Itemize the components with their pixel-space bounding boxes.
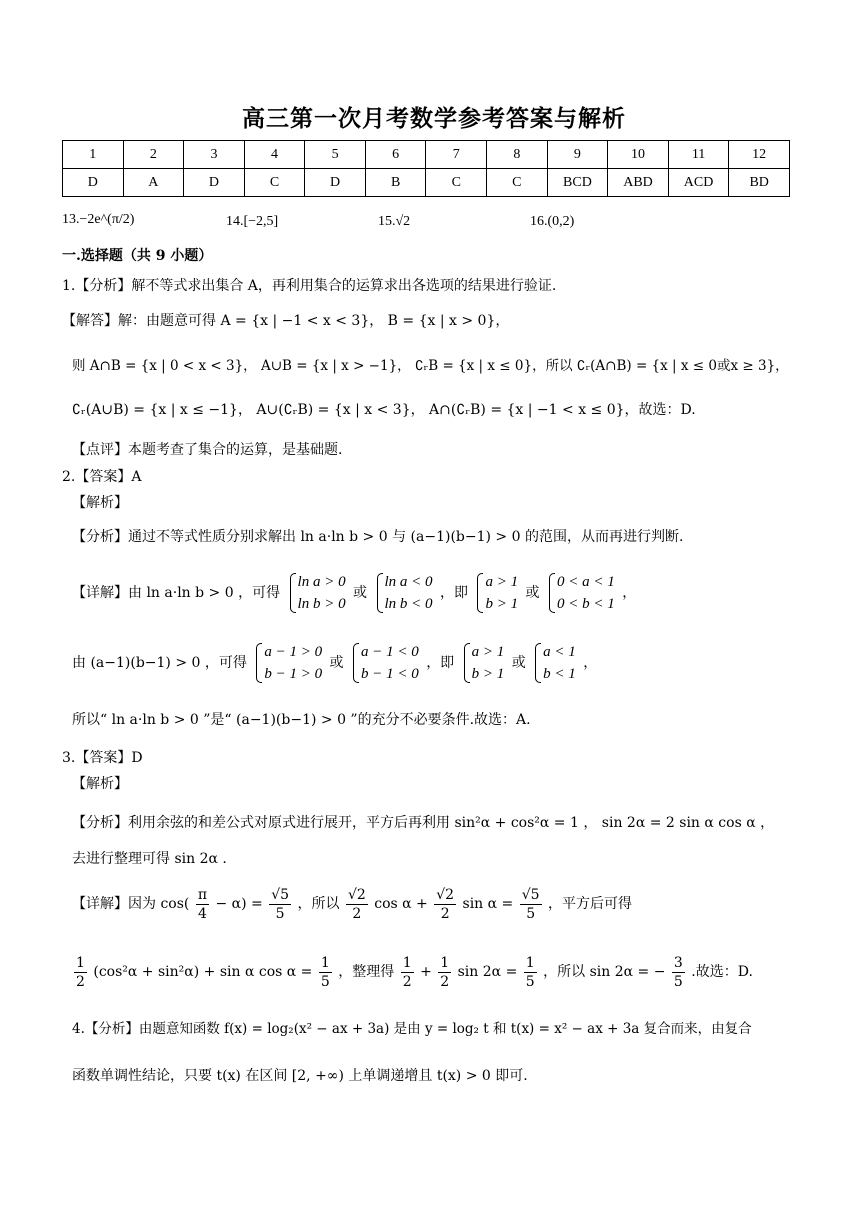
section-header: 一.选择题（共 9 小题） [62,248,213,264]
q3-answer: 3.【答案】D [62,750,143,766]
q2-detail-line1 [72,568,796,618]
q3-line2-b: ，整理得 [338,964,395,980]
q2-analysis: 【分析】通过不等式性质分别求解出 ln a·ln b > 0 与 (a−1)(b−1) > 0 的范围，从而再进行判断. [72,529,684,545]
q2-detail-line2 [72,638,796,688]
q3-frac-3-5: $\frac{3}{5}$ [673,954,683,990]
q2-ji-1: ，即 [440,585,468,601]
answer-table-number-cell: 6 [365,141,426,169]
q2-jiexi: 【解析】 [72,495,128,511]
answer-table-number-cell: 11 [668,141,729,169]
answer-table-number-cell: 2 [123,141,184,169]
q3-frac-sqrt5-5-b: $\frac{√5}{5}$ [521,886,540,922]
q3-detail-a: 【详解】因为 cos( [72,896,190,912]
q3-frac-1-2-a: $\frac{1}{2}$ [76,954,85,990]
answer-table-answer-cell: B [365,169,426,197]
q3-frac-1-5-b: $\frac{1}{5}$ [525,954,535,990]
q3-detail-d: ，平方后可得 [548,896,633,912]
q3-frac-sqrt2-2-a: $\frac{√2}{2}$ [347,886,366,922]
q1-solution-line3: ∁ᵣ(A∪B) = {x | x ≤ −1}， A∪(∁ᵣB) = {x | x < 3}， A∩(∁ᵣB) = {x | −1 < x ≤ 0}，故选：D. [72,402,696,418]
answer-table-number-cell: 10 [608,141,669,169]
q2-end-1: ， [622,585,637,601]
q2-system-7: a > 1 b > 1 [462,641,505,685]
q1-comment: 【点评】本题考查了集合的运算，是基础题. [72,442,343,458]
q3-line2-d: .故选：D. [691,964,753,980]
q3-detail-b: − α) = [215,896,268,912]
q3-detail-c: ，所以 [297,896,340,912]
q2-or-2: 或 [525,585,540,601]
answer-table-number-cell: 1 [63,141,124,169]
answer-table-number-cell: 4 [244,141,305,169]
q3-line2-c: ，所以 sin 2α = − [543,964,666,980]
q2-system-1: ln a > 0 ln b > 0 [288,571,346,615]
q2-conclusion: 所以“ ln a·ln b > 0 ”是“ (a−1)(b−1) > 0 ”的充分不必要条件.故选：A. [72,712,531,728]
q3-frac-sqrt2-2-b: $\frac{√2}{2}$ [436,886,455,922]
fill-answer-15: 15.√2 [378,214,411,229]
q3-frac-1-2-b: $\frac{1}{2}$ [402,954,412,990]
q3-frac-1-2-c: $\frac{1}{2}$ [440,954,450,990]
q3-jiexi: 【解析】 [72,776,128,792]
answer-table-number-cell: 5 [305,141,366,169]
q3-frac-sqrt5-5: $\frac{√5}{5}$ [271,886,290,922]
q2-or-1: 或 [353,585,368,601]
q3-plus: + [420,964,437,980]
q2-or-3: 或 [329,655,344,671]
answer-table-answer-cell: C [487,169,548,197]
fill-answer-14: 14.[−2,5] [226,214,279,229]
q3-cos-a: cos α + [374,896,433,912]
q3-analysis-line2: 去进行整理可得 sin 2α . [72,851,227,867]
answer-table-answer-cell: ACD [668,169,729,197]
q1-solution-line2: 则 A∩B = {x | 0 < x < 3}， A∪B = {x | x > −1}， ∁ᵣB = {x | x ≤ 0}，所以 ∁ᵣ(A∩B) = {x | x ≤ 0或x ≥ 3}， [72,358,789,374]
q3-detail-line1 [72,882,796,926]
q2-or-4: 或 [511,655,526,671]
answer-table-answer-cell: ABD [608,169,669,197]
q3-frac-pi-4: $\frac{\pi}{4}$ [197,886,208,922]
q4-analysis-line2: 函数单调性结论，只要 t(x) 在区间 [2, +∞) 上单调递增且 t(x) > 0 即可. [72,1068,528,1084]
answer-table-number-cell: 12 [729,141,790,169]
answer-table-number-cell: 9 [547,141,608,169]
answer-table-answer-cell: D [305,169,366,197]
q3-frac-1-5-a: $\frac{1}{5}$ [320,954,330,990]
q2-detail-prefix: 【详解】由 ln a·ln b > 0 ，可得 [72,585,281,601]
answer-table-answer-cell: A [123,169,184,197]
q3-detail-line2 [72,950,796,994]
answer-table-answer-cell: BD [729,169,790,197]
answer-table-answer-row [63,169,790,197]
q2-system-2: ln a < 0 ln b < 0 [375,571,433,615]
answer-table-number-cell: 7 [426,141,487,169]
answer-table-answer-cell: D [184,169,245,197]
q2-end-2: ， [583,655,598,671]
answer-table-answer-cell: BCD [547,169,608,197]
q2-system-8: a < 1 b < 1 [533,641,576,685]
q2-ji-2: ，即 [426,655,455,671]
answer-table-answer-cell: C [244,169,305,197]
answer-table-answer-cell: C [426,169,487,197]
q2-system-5: a − 1 > 0 b − 1 > 0 [254,641,322,685]
fill-answer-13: 13.−2e^(π/2) [62,212,135,227]
q3-sin2a: sin 2α = [457,964,522,980]
q1-analysis: 1.【分析】解不等式求出集合 A，再利用集合的运算求出各选项的结果进行验证. [62,278,557,294]
q2-system-4: 0 < a < 1 0 < b < 1 [547,571,615,615]
q4-analysis: 4.【分析】由题意知函数 f(x) = log₂(x² − ax + 3a) 是由 y = log₂ t 和 t(x) = x² − ax + 3a 复合而来，由复合 [72,1021,752,1037]
page-title: 高三第一次月考数学参考答案与解析 [242,105,626,132]
answer-table [62,140,790,197]
q2-line2-prefix: 由 (a−1)(b−1) > 0 ，可得 [72,655,247,671]
q2-answer: 2.【答案】A [62,469,142,485]
answer-table-number-cell: 8 [487,141,548,169]
q1-solution: 【解答】解：由题意可得 A = {x | −1 < x < 3}， B = {x | x > 0}， [62,313,510,329]
q2-system-6: a − 1 < 0 b − 1 < 0 [351,641,419,685]
fill-answer-16: 16.(0,2) [530,214,575,229]
q3-analysis: 【分析】利用余弦的和差公式对原式进行展开，平方后再利用 sin²α + cos²α = 1 ， sin 2α = 2 sin α cos α ， [72,815,775,831]
q3-line2-a: (cos²α + sin²α) + sin α cos α = [93,964,317,980]
q3-sin-a: sin α = [462,896,518,912]
answer-table-number-cell: 3 [184,141,245,169]
answer-table-answer-cell: D [63,169,124,197]
q2-system-3: a > 1 b > 1 [475,571,518,615]
answer-table-number-row [63,141,790,169]
